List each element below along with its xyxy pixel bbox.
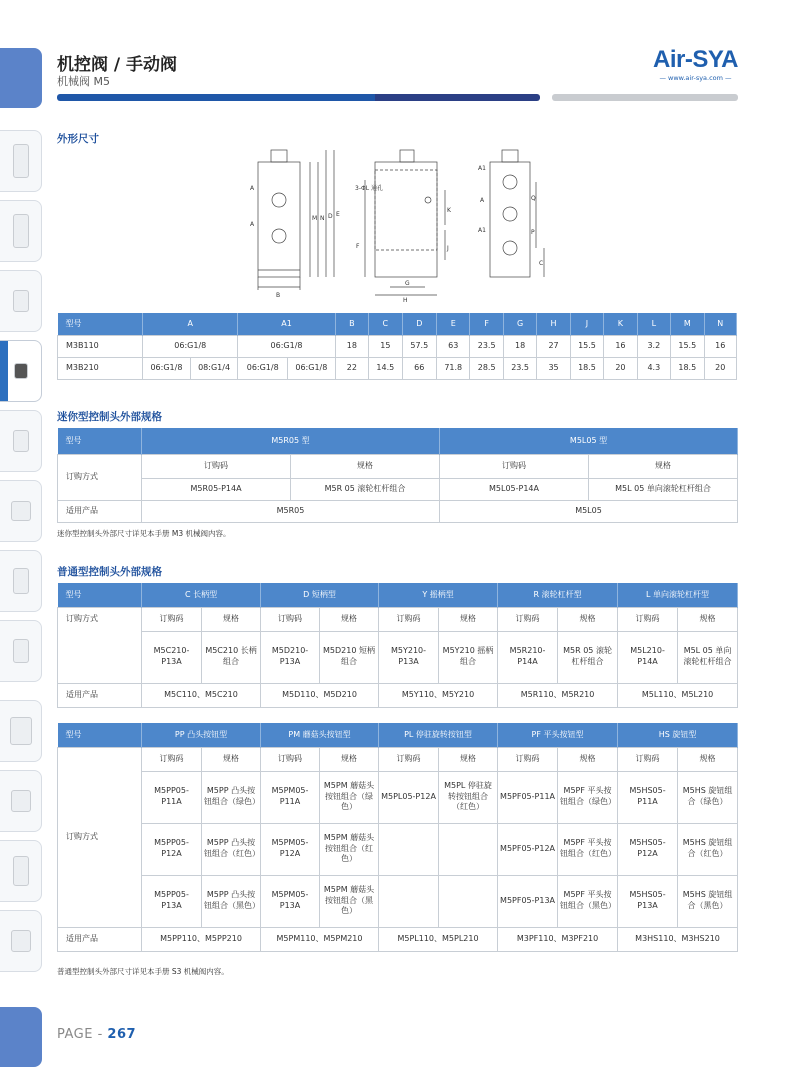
sidebar-tab-regulator[interactable]: [0, 550, 42, 612]
table-row: M3B210 06:G1/8 08:G1/4 06:G1/8 06:G1/8 22 14.5 66 71.8 28.5 23.5 35 18.5 20 4.3 18.5 20: [58, 357, 737, 379]
section-title-standard: 普通型控制头外部规格: [57, 566, 162, 578]
sidebar-tab-manifold[interactable]: [0, 700, 42, 762]
diag-label-a1: A1: [478, 165, 486, 172]
page-subtitle: 机械阀 M5: [57, 75, 110, 88]
mount-hole: [425, 197, 431, 203]
col-e: E: [437, 313, 470, 335]
diag-label-k: K: [447, 207, 451, 214]
table-row: 适用产品 M5R05 M5L05: [58, 500, 738, 522]
sidebar-tab-block[interactable]: [0, 480, 42, 542]
diag-label-g: G: [405, 280, 410, 287]
sidebar-tab-valve[interactable]: [0, 340, 42, 402]
diag-label-a-3: A: [480, 197, 485, 204]
col-c: C: [369, 313, 402, 335]
port-a-upper: [272, 193, 286, 207]
sidebar-tab-filter[interactable]: [0, 130, 42, 192]
diag-label-h: H: [403, 297, 408, 304]
col-a1: A1: [238, 313, 335, 335]
table-row: M5PP05-P13A M5PP 凸头按钮组合（黑色） M5PM05-P13A M5PM 蘑菇头按钮组合（黑色） M5PF05-P13A M5PF 平头按钮组合（黑色） M5HS05-P13A M5HS 旋钮组合（黑色）: [58, 875, 738, 927]
diag-label-m: M: [312, 215, 318, 222]
diag-label-c: C: [539, 260, 544, 267]
mini-col-m5r05: M5R05 型: [142, 428, 440, 454]
sidebar-tab-elbow[interactable]: [0, 770, 42, 832]
col-j: J: [570, 313, 603, 335]
col-n: N: [704, 313, 737, 335]
diag-label-a1-2: A1: [478, 227, 486, 234]
mini-col-m5l05: M5L05 型: [440, 428, 738, 454]
table-row: 适用产品 M5PP110、M5PP210 M5PM110、M5PM210 M5PL110、M5PL210 M3PF110、M3PF210 M3HS110、M3HS210: [58, 927, 738, 951]
col-d: D: [402, 313, 436, 335]
mini-col-model: 型号: [58, 428, 142, 454]
silencer-icon: [13, 856, 29, 886]
valve-side-body: [375, 162, 437, 277]
col-l: L: [637, 313, 670, 335]
diag-label-n: N: [320, 215, 325, 222]
sidebar-tab-fitting[interactable]: [0, 270, 42, 332]
standard-note: 普通型控制头外部尺寸详见本手册 S3 机械阀内容。: [57, 967, 229, 976]
col-k: K: [604, 313, 637, 335]
sidebar-tab-switch[interactable]: [0, 620, 42, 682]
header-bar-secondary: [375, 94, 540, 101]
brand-logo: [653, 46, 738, 82]
sidebar-tab-coupler[interactable]: [0, 910, 42, 972]
table-row: M3B110 06:G1/8 06:G1/8 18 15 57.5 63 23.5 18 27 15.5 16 3.2 15.5 16: [58, 335, 737, 357]
lubricator-icon: [13, 214, 29, 248]
std2-col-model: 型号: [58, 723, 142, 747]
standard-button-table: 型号 PP 凸头按钮型 PM 蘑菇头按钮型 PL 停驻旋转按钮型 PF 平头按钮型 HS 旋钮型 订购方式 订购码 规格 订购码 规格 订购码 规格 订购码 规格 订购码 规格 M5PP05-P11A M5PP 凸头按钮组合（绿色） M5PM05-P11A M5PM 蘑菇头按钮组合（绿色） M5PL05-P12A M5PL 停驻旋转按钮组合（红色） M5PF05-P11A M5PF 平头按钮组合（绿色） M5HS05-P11A M5HS 旋钮组合（绿色） M5PP05-P12A M5PP 凸头按钮组合（红色） M5PM05-P12A M5PM 蘑菇头按钮组合（红色） M5PF05-P12A M5PF 平头按钮组合（红色） M5HS05-P12A M5HS 旋钮组合（红色） M5PP05-P13A M5PP 凸头按钮组合（黑色） M5PM05-P13A M5PM 蘑菇头按钮组合（黑色） M5PF05-P13A M5PF 平头按钮组合（黑色） M5HS05-P13A M5HS 旋钮组合（黑色） 适用产品 M5PP110、M5PP210 M5PM110、M5PM210 M5PL110、M5PL210 M3PF110、M3PF210 M3HS110、M3HS210: [57, 723, 738, 952]
std1-col-model: 型号: [58, 583, 142, 607]
switch-icon: [13, 639, 29, 663]
coupler-icon: [11, 930, 31, 952]
col-a: A: [143, 313, 238, 335]
col-h: H: [537, 313, 570, 335]
block-icon: [11, 501, 31, 521]
diag-label-q: Q: [531, 195, 536, 202]
sidebar-nav: [0, 0, 42, 1077]
col-model: 型号: [58, 313, 143, 335]
port-a-center: [503, 207, 517, 221]
sidebar-bottom-cap: [0, 1007, 42, 1067]
diag-label-b: B: [276, 292, 281, 299]
table-row: M5C210-P13A M5C210 长柄组合 M5D210-P13A M5D210 短柄组合 M5Y210-P13A M5Y210 摇柄组合 M5R210-P14A M5R 05 滚轮杠杆组合 M5L210-P14A M5L 05 单向滚轮杠杆组合: [58, 631, 738, 683]
diag-label-phi: 3-ΦL 通孔: [355, 185, 383, 192]
diag-label-j: J: [447, 245, 449, 252]
filter-icon: [13, 144, 29, 178]
manifold-icon: [10, 717, 32, 745]
brand-name: Air-SYA: [653, 46, 738, 73]
col-b: B: [335, 313, 368, 335]
port-a1-lower: [503, 241, 517, 255]
dimensions-table: [57, 313, 737, 380]
actuator-icon: [13, 430, 29, 452]
valve-front-stem: [271, 150, 287, 162]
standard-lever-table: 型号 C 长柄型 D 短柄型 Y 摇柄型 R 滚轮杠杆型 L 单向滚轮杠杆型 订购方式 订购码 规格 订购码 规格 订购码 规格 订购码 规格 订购码 规格 M5C210-P13A M5C210 长柄组合 M5D210-P13A M5D210 短柄组合 M5Y210-P13A M5Y210 摇柄组合 M5R210-P14A M5R 05 滚轮杠杆组合 M5L210-P14A M5L 05 单向滚轮杠杆组合 适用产品 M5C110、M5C210 M5D110、M5D210 M5Y110、M5Y210 M5R110、M5R210 M5L110、M5L210: [57, 583, 738, 708]
page-number: PAGE - 267: [57, 1027, 137, 1042]
regulator-icon: [13, 568, 29, 594]
dimension-diagram: [240, 140, 550, 305]
table-row: M5PP05-P12A M5PP 凸头按钮组合（红色） M5PM05-P12A M5PM 蘑菇头按钮组合（红色） M5PF05-P12A M5PF 平头按钮组合（红色） M5HS05-P12A M5HS 旋钮组合（红色）: [58, 823, 738, 875]
diag-label-f: F: [356, 243, 360, 250]
fitting-icon: [13, 290, 29, 312]
section-title-dimensions: 外形尺寸: [57, 133, 99, 145]
mini-spec-table: 型号 M5R05 型 M5L05 型 订购方式 订购码 规格 订购码 规格 M5R05-P14A M5R 05 滚轮杠杆组合 M5L05-P14A M5L 05 单向滚轮杠杆组合 适用产品 M5R05 M5L05: [57, 428, 738, 523]
table-row: M5PP05-P11A M5PP 凸头按钮组合（绿色） M5PM05-P11A M5PM 蘑菇头按钮组合（绿色） M5PL05-P12A M5PL 停驻旋转按钮组合（红色） M5PF05-P11A M5PF 平头按钮组合（绿色） M5HS05-P11A M5HS 旋钮组合（绿色）: [58, 771, 738, 823]
brand-url: — www.air-sya.com —: [659, 74, 732, 82]
header-bar-gray: [552, 94, 738, 101]
diag-label-a: A: [250, 185, 255, 192]
diag-label-e: E: [336, 211, 340, 218]
sidebar-tab-actuator[interactable]: [0, 410, 42, 472]
page-title: 机控阀 / 手动阀: [57, 55, 178, 75]
section-title-mini: 迷你型控制头外部规格: [57, 411, 162, 423]
diag-label-p: P: [531, 229, 535, 236]
elbow-icon: [11, 790, 31, 812]
header-bar-primary: [57, 94, 375, 101]
valve-front-body: [258, 162, 300, 277]
port-a1-upper: [503, 175, 517, 189]
sidebar-tab-lubricator[interactable]: [0, 200, 42, 262]
diag-label-a-2: A: [250, 221, 255, 228]
sidebar-tab-silencer[interactable]: [0, 840, 42, 902]
col-g: G: [503, 313, 536, 335]
valve-rear-body: [490, 162, 530, 277]
table-row: M5R05-P14A M5R 05 滚轮杠杆组合 M5L05-P14A M5L 05 单向滚轮杠杆组合: [58, 478, 738, 500]
valve-icon: [14, 363, 28, 379]
sidebar-top-cap: [0, 48, 42, 108]
col-f: F: [470, 313, 503, 335]
port-a-lower: [272, 229, 286, 243]
mini-note: 迷你型控制头外部尺寸详见本手册 M3 机械阀内容。: [57, 529, 231, 538]
diag-label-d: D: [328, 213, 333, 220]
table-row: 适用产品 M5C110、M5C210 M5D110、M5D210 M5Y110、M5Y210 M5R110、M5R210 M5L110、M5L210: [58, 683, 738, 707]
col-m: M: [671, 313, 704, 335]
